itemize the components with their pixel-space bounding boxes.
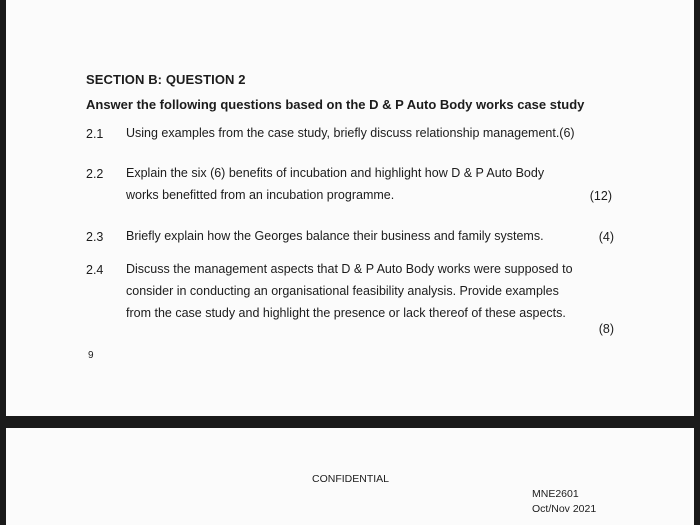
question-number-2-2: 2.2 — [86, 167, 104, 181]
footer-module-info — [532, 487, 596, 517]
section-heading: SECTION B: QUESTION 2 — [86, 72, 246, 87]
marks-2-4: (8) — [598, 322, 614, 336]
marks-2-3: (4) — [598, 230, 614, 244]
instruction-text: Answer the following questions based on the D & P Auto Body works case study — [86, 97, 585, 112]
footer-confidential: CONFIDENTIAL — [312, 473, 390, 485]
marks-2-2: (12) — [589, 189, 612, 203]
question-line: Briefly explain how the Georges balance their business and family systems. — [126, 229, 544, 243]
question-text-2-2 — [126, 162, 616, 206]
question-number-2-3: 2.3 — [86, 230, 104, 244]
page-number: 9 — [88, 350, 94, 361]
page-upper-sheet — [6, 0, 694, 416]
question-number-2-1: 2.1 — [86, 127, 104, 141]
question-text-2-3 — [126, 225, 616, 247]
question-line: Discuss the management aspects that D & P Auto Body works were supposed to — [126, 262, 573, 276]
question-text-2-1 — [126, 122, 616, 144]
question-line: consider in conducting an organisational feasibility analysis. Provide examples — [126, 284, 559, 298]
question-line: from the case study and highlight the presence or lack thereof of these aspects. — [126, 306, 566, 320]
question-number-2-4: 2.4 — [86, 263, 104, 277]
question-line: Using examples from the case study, briefly discuss relationship management.(6) — [126, 126, 575, 140]
footer-module-code: MNE2601 — [532, 488, 579, 500]
question-text-2-4 — [126, 258, 616, 324]
question-line: works benefitted from an incubation programme. — [126, 188, 395, 202]
footer-exam-period: Oct/Nov 2021 — [532, 503, 597, 515]
question-line: Explain the six (6) benefits of incubation and highlight how D & P Auto Body — [126, 166, 545, 180]
